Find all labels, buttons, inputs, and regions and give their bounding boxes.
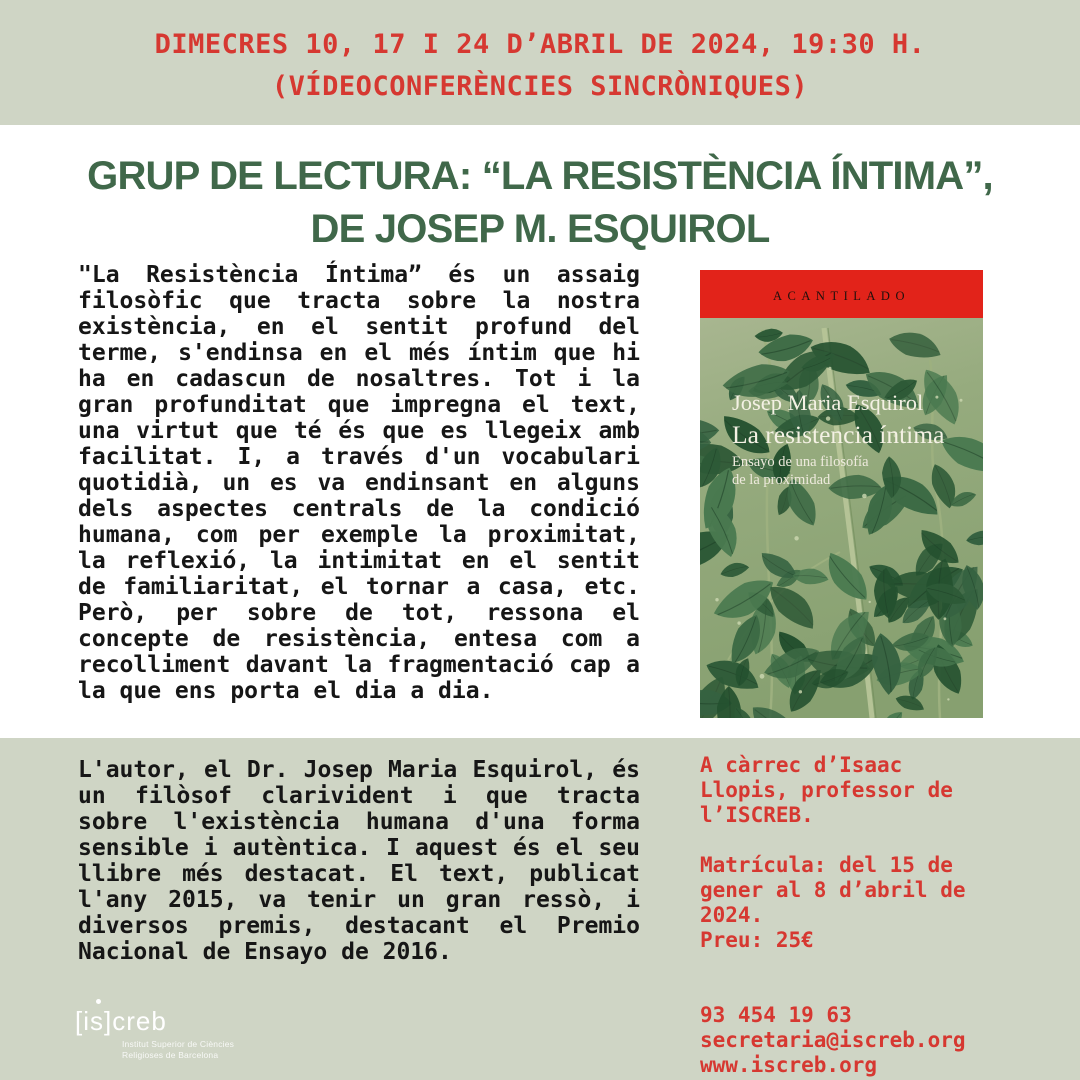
- book-publisher: ACANTILADO: [773, 289, 910, 303]
- event-details: [700, 753, 978, 1078]
- phone-number: 93 454 19 63: [700, 1003, 852, 1027]
- logo-wordmark: [is]creb: [75, 1006, 167, 1036]
- footer-section: [0, 738, 1080, 1080]
- book-subtitle-line-1: Ensayo de una filosofía: [732, 454, 869, 470]
- title-line-1: GRUP DE LECTURA: “LA RESISTÈNCIA ÍNTIMA”,: [87, 154, 993, 198]
- website-url: www.iscreb.org: [700, 1053, 878, 1077]
- book-cover-image: [700, 270, 983, 718]
- logo-dot-icon: [96, 999, 101, 1004]
- title-line-2: DE JOSEP M. ESQUIROL: [310, 207, 770, 251]
- enrollment-info: Matrícula: del 15 de gener al 8 d’abril de 2024.: [700, 853, 966, 927]
- banner: [0, 0, 1080, 125]
- lecturer-info: A càrrec d’Isaac Llopis, professor de l’ISCREB.: [700, 753, 953, 827]
- botanical-illustration: [700, 318, 983, 718]
- logo-subtitle-line-2: Religioses de Barcelona: [122, 1050, 219, 1060]
- book-subtitle-line-2: de la proximidad: [732, 472, 831, 488]
- main-section: [0, 125, 1080, 738]
- book-author: Josep Maria Esquirol: [732, 390, 924, 415]
- page-title: [0, 150, 1080, 256]
- email-address: secretaria@iscreb.org: [700, 1028, 966, 1052]
- book-title: La resistencia íntima: [732, 420, 945, 449]
- price-info: Preu: 25€: [700, 928, 814, 952]
- banner-dates: DIMECRES 10, 17 I 24 D’ABRIL DE 2024, 19:30 H.: [154, 28, 926, 60]
- logo-subtitle: [122, 1039, 375, 1061]
- book-description-paragraph: "La Resistència Íntima” és un assaig filosòfic que tracta sobre la nostra existència, en el sentit profund del terme, s'endinsa en el més íntim que hi ha en cadascun de nosaltres. Tot i la gran profunditat que impregna el text, una virtut que té és que es llegeix amb facilitat. I, a través d'un vocabulari quotidià, un es va endinsant en alguns dels aspectes centrals de la condició humana, com per exemple la proximitat, la reflexió, la intimitat en el sentit de familiaritat, el tornar a casa, etc. Però, per sobre de tot, ressona el concepte de resistència, entesa com a recolliment davant la fragmentació cap a la que ens porta el dia a dia.: [78, 262, 640, 704]
- book-cover: [700, 270, 983, 718]
- author-paragraph: L'autor, el Dr. Josep Maria Esquirol, és un filòsof clarivident i que tracta sobre l'existència humana d'una forma sensible i autèntica. I aquest és el seu llibre més destacat. El text, publicat l'any 2015, va tenir un gran ressò, i diversos premis, destacant el Premio Nacional de Ensayo de 2016.: [78, 757, 640, 965]
- banner-format: (VÍDEOCONFERÈNCIES SINCRÒNIQUES): [271, 70, 809, 102]
- logo-subtitle-line-1: Institut Superior de Ciències: [122, 1039, 235, 1049]
- iscreb-logo: [75, 998, 375, 1061]
